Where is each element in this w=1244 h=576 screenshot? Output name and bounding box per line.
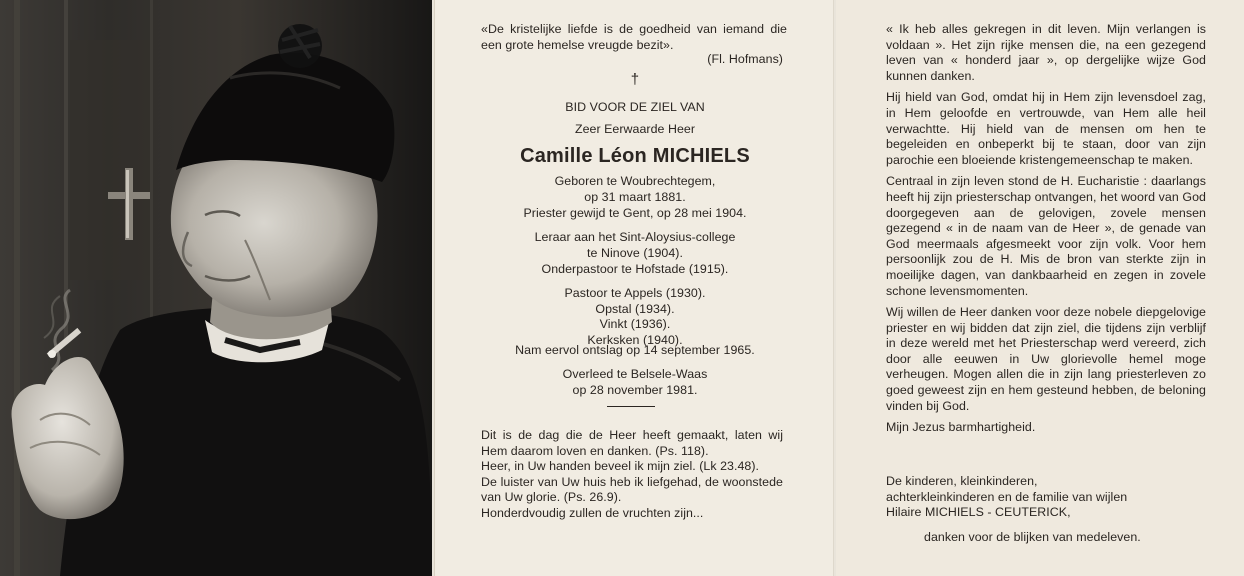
eulogy-text xyxy=(886,22,1206,442)
ordination-info: Priester gewijd te Gent, op 28 mei 1904. xyxy=(523,206,747,220)
deceased-name: Camille Léon MICHIELS xyxy=(520,145,750,167)
honorific: Zeer Eerwaarde Heer xyxy=(574,122,696,136)
quote-attribution: (Fl. Hofmans) xyxy=(707,52,783,66)
pastor-info xyxy=(435,286,835,348)
closing-prayer: Mijn Jezus barmhartigheid. xyxy=(886,420,1036,435)
scripture-verses xyxy=(481,428,783,522)
eulogy-paragraph: Hij hield van God, omdat hij in Hem zijn levensdoel zag, in Hem geloofde en vertrouwde, van Hem alle heil verwachtte. Hij hield van de mensen om hen te begeleiden en onbeperkt bij te staan, door van zijn parochie een bloeiende kristengemeenschap te maken. xyxy=(886,90,1206,167)
cross-icon: † xyxy=(630,71,640,88)
eulogy-paragraph: Wij willen de Heer danken voor deze nobele diepgelovige priester en wij bidden dat zijn ziel, die tijdens zijn verblijf in deze wereld met het Priesterschap werd vereerd, zich door alle eeuwen in Uw glorievolle hemel moge verheugen. Mogen allen die in zijn lang priesterleven zo goed geweest zijn en hem gesteund hebben, de beloning vinden bij God. xyxy=(886,305,1206,413)
family-line: Hilaire MICHIELS - CEUTERICK, xyxy=(886,505,1071,520)
memorial-card-right-panel xyxy=(836,0,1244,576)
portrait-illustration xyxy=(0,0,432,576)
family-signature xyxy=(886,474,1216,521)
family-line: achterkleinkinderen en de familie van wijlen xyxy=(886,489,1128,504)
birth-line: op 31 maart 1881. xyxy=(584,189,686,204)
pastor-line: Opstal (1934). xyxy=(595,301,675,316)
divider xyxy=(607,406,655,407)
verse: Dit is de dag die de Heer heeft gemaakt, laten wij Hem daarom loven en danken. (Ps. 118). xyxy=(481,428,783,458)
verse: Heer, in Uw handen beveel ik mijn ziel. (Lk 23.48). xyxy=(481,459,760,474)
retirement-info: Nam eervol ontslag op 14 september 1965. xyxy=(515,343,755,357)
thanks-line: danken voor de blijken van medeleven. xyxy=(924,530,1141,544)
family-line: De kinderen, kleinkinderen, xyxy=(886,474,1038,488)
eulogy-paragraph: Centraal in zijn leven stond de H. Eucharistie : daarlangs heeft hij zijn priesterschap ontvangen, het woord van God doorgegeven aan de gelovigen, zovele mensen gezegend « in de naam van de Heer », de genade van God meermaals afgesmeekt voor zijn volk. Voor hem persoonlijk zou de H. Mis de bron van sterkte zijn in moeilijke dagen, van dankbaarheid en zegen in zovele schone levensmomenten. xyxy=(886,174,1206,298)
opening-quote: «De kristelijke liefde is de goedheid van iemand die een grote hemelse vreugde bezit». xyxy=(481,22,787,52)
birth-line: Geboren te Woubrechtegem, xyxy=(554,174,716,188)
death-line: Overleed te Belsele-Waas xyxy=(562,367,708,381)
pastor-line: Vinkt (1936). xyxy=(599,317,671,332)
eulogy-paragraph: « Ik heb alles gekregen in dit leven. Mijn verlangen is voldaan ». Het zijn rijke mensen die, na een gezegend leven van « honderd jaar », op dergelijke wijze God kunnen danken. xyxy=(886,22,1206,83)
teacher-line: Leraar aan het Sint-Aloysius-college xyxy=(534,230,736,244)
teacher-line: te Ninove (1904). xyxy=(587,245,683,260)
birth-info xyxy=(435,174,835,205)
verse: De luister van Uw huis heb ik liefgehad, de woonstede van Uw glorie. (Ps. 26.9). xyxy=(481,474,783,505)
pastor-line: Pastoor te Appels (1930). xyxy=(564,286,706,300)
teacher-info xyxy=(435,230,835,261)
death-info xyxy=(435,367,835,398)
memorial-card-center-panel xyxy=(434,0,834,576)
pastor-line: Kerksken (1940). xyxy=(587,332,683,347)
prayer-title: BID VOOR DE ZIEL VAN xyxy=(565,100,705,114)
verse: Honderdvoudig zullen de vruchten zijn... xyxy=(481,505,704,520)
portrait-photo xyxy=(0,0,432,576)
curate-info: Onderpastoor te Hofstade (1915). xyxy=(541,262,729,276)
death-line: op 28 november 1981. xyxy=(572,382,698,397)
